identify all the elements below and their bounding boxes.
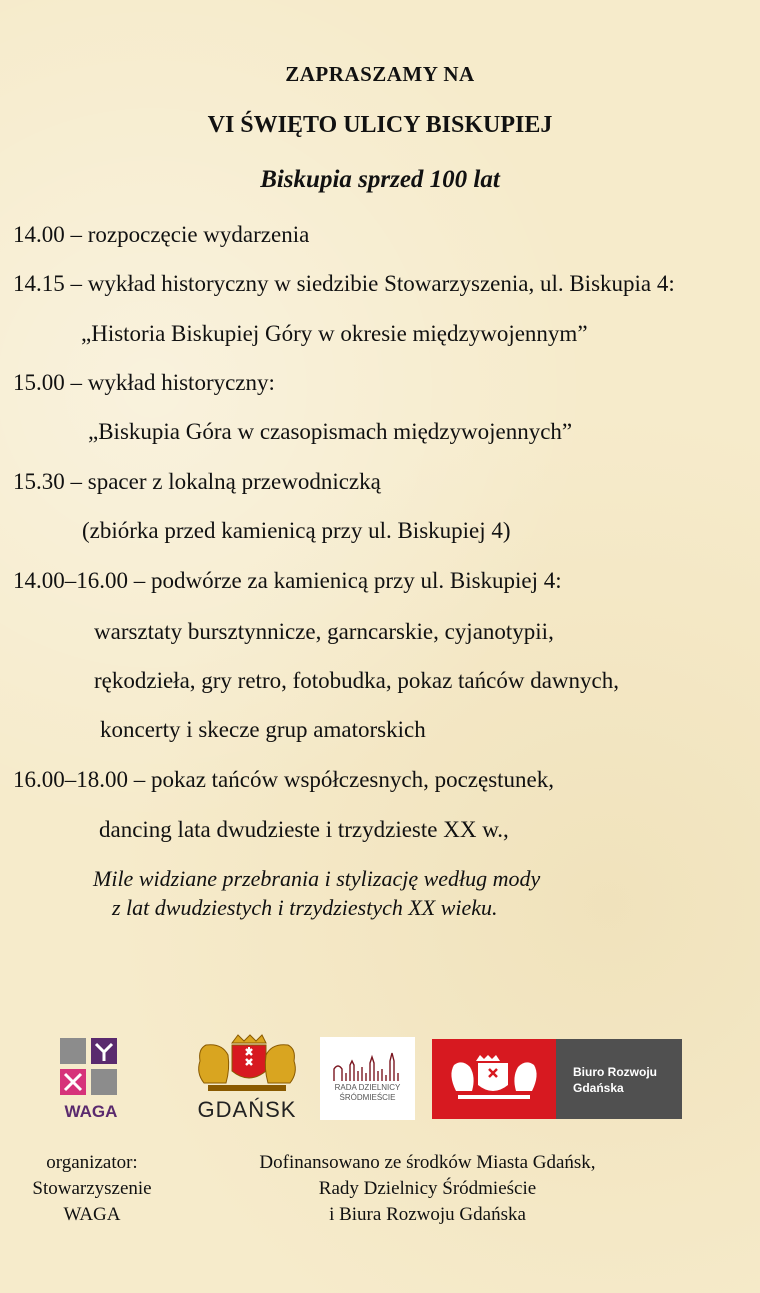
organizer-line: Stowarzyszenie: [32, 1178, 152, 1199]
schedule-line: 15.30 – spacer z lokalną przewodniczką: [13, 469, 381, 494]
dress-code-note: Mile widziane przebrania i stylizację według mody: [93, 866, 541, 891]
organizer-block: [12, 1150, 172, 1228]
organizer-line: WAGA: [63, 1204, 121, 1225]
rada-dzielnicy-logo: [320, 1037, 415, 1120]
organizer-line: organizator:: [46, 1152, 138, 1173]
schedule-line: 14.15 – wykład historyczny w siedzibie Stowarzyszenia, ul. Biskupia 4:: [13, 271, 675, 296]
schedule-line: dancing lata dwudzieste i trzydzieste XX w.,: [99, 817, 509, 842]
rada-logo-line: ŚRÓDMIEŚCIE: [339, 1093, 396, 1102]
schedule-line: koncerty i skecze grup amatorskich: [100, 717, 426, 742]
schedule-line: 14.00–16.00 – podwórze za kamienicą przy ul. Biskupiej 4:: [13, 568, 562, 593]
biuro-logo-line: Biuro Rozwoju: [573, 1065, 657, 1079]
funding-line: i Biura Rozwoju Gdańska: [329, 1204, 526, 1225]
schedule-line: 14.00 – rozpoczęcie wydarzenia: [13, 222, 310, 247]
waga-logo-text: WAGA: [64, 1102, 118, 1121]
dress-code-note: z lat dwudziestych i trzydziestych XX wieku.: [112, 895, 498, 920]
schedule-line: 16.00–18.00 – pokaz tańców współczesnych, poczęstunek,: [13, 767, 554, 792]
schedule-line: rękodzieła, gry retro, fotobudka, pokaz tańców dawnych,: [94, 668, 619, 693]
funding-block: [225, 1150, 630, 1228]
invite-heading: ZAPRASZAMY NA: [285, 62, 475, 86]
funding-line: Rady Dzielnicy Śródmieście: [318, 1178, 537, 1199]
schedule-line: „Historia Biskupiej Góry w okresie międzywojennym”: [81, 321, 588, 346]
biuro-logo-line: Gdańska: [573, 1081, 624, 1095]
schedule-line: 15.00 – wykład historyczny:: [13, 370, 275, 395]
event-subtitle: Biskupia sprzed 100 lat: [260, 166, 500, 193]
waga-logo: [56, 1036, 126, 1126]
event-title: VI ŚWIĘTO ULICY BISKUPIEJ: [207, 112, 553, 138]
funding-line: Dofinansowano ze środków Miasta Gdańsk,: [259, 1152, 596, 1173]
schedule-line: (zbiórka przed kamienicą przy ul. Biskupiej 4): [82, 518, 511, 543]
rada-logo-line: RADA DZIELNICY: [334, 1083, 401, 1092]
gdansk-logo-text: GDAŃSK: [197, 1097, 297, 1122]
schedule-line: „Biskupia Góra w czasopismach międzywojennych”: [88, 419, 573, 444]
schedule-line: warsztaty bursztynnicze, garncarskie, cyjanotypii,: [94, 619, 554, 644]
biuro-rozwoju-logo: [432, 1039, 682, 1119]
gdansk-logo: [188, 1033, 306, 1123]
